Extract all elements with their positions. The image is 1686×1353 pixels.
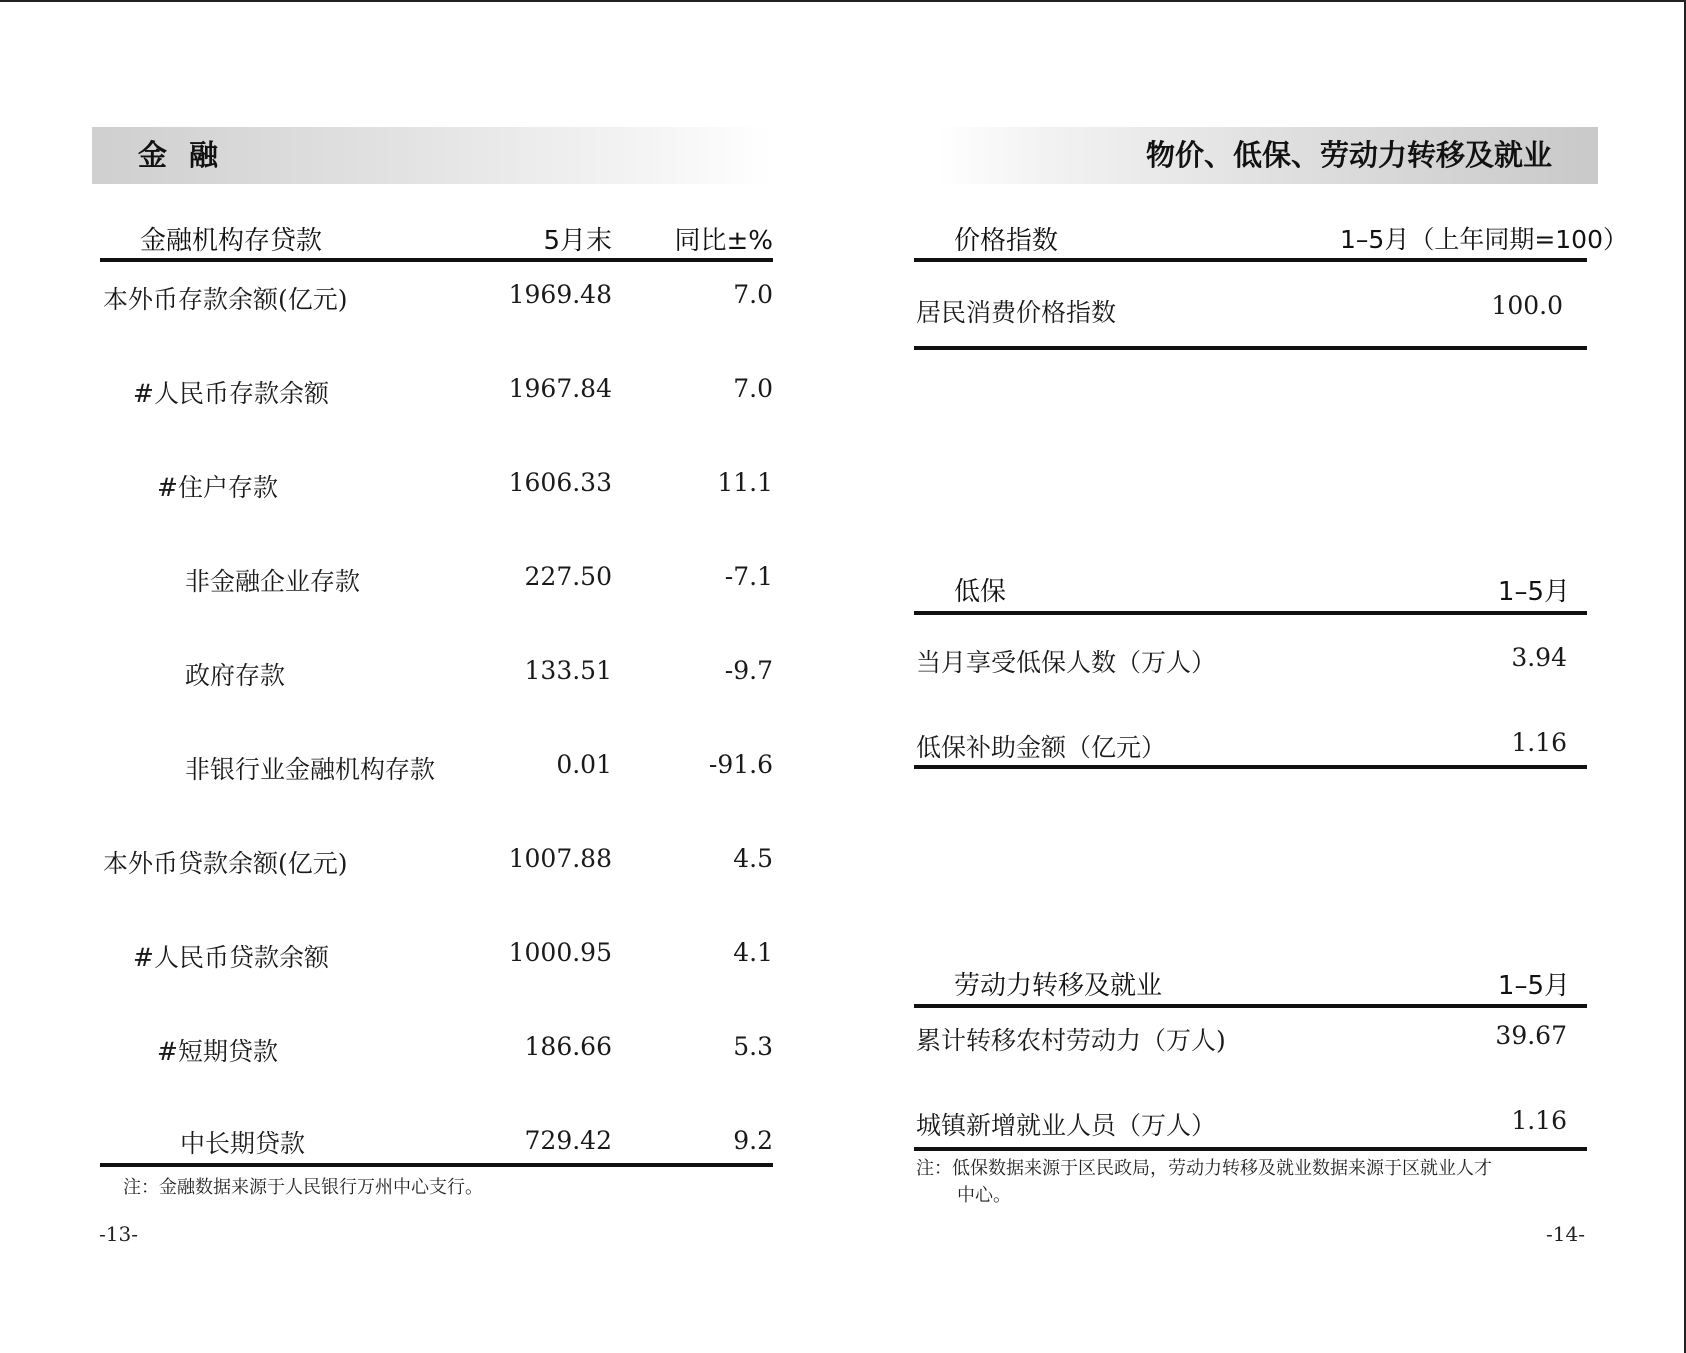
- finance-row-yoy: 7.0: [733, 374, 773, 403]
- labor-header-rule: [914, 1004, 1587, 1008]
- price-index-period: 1–5月（上年同期=100）: [1340, 225, 1628, 254]
- finance-banner-title: 金融: [138, 138, 241, 172]
- dibao-period: 1–5月: [1497, 577, 1570, 607]
- finance-row-value: 1007.88: [508, 844, 612, 873]
- price-bottom-rule: [914, 346, 1587, 350]
- finance-row-yoy: -7.1: [724, 562, 773, 591]
- finance-row-value: 227.50: [524, 562, 612, 591]
- finance-row-label: 非银行业金融机构存款: [185, 755, 436, 784]
- price-row-value: 100.0: [1491, 291, 1563, 320]
- dibao-header-rule: [914, 611, 1587, 615]
- finance-source-note: 注：金融数据来源于人民银行万州中心支行。: [123, 1177, 483, 1198]
- price-index-title: 价格指数: [954, 226, 1059, 256]
- page-number-14: -14-: [1546, 1222, 1585, 1246]
- finance-row-value: 1967.84: [508, 374, 612, 403]
- finance-row-label: 政府存款: [185, 661, 286, 690]
- dibao-row-label: 低保补助金额（亿元）: [916, 733, 1167, 762]
- finance-row-yoy: 11.1: [717, 468, 773, 497]
- finance-row-value: 1000.95: [508, 938, 612, 967]
- finance-row-yoy: 7.0: [733, 280, 773, 309]
- finance-row-label: 非金融企业存款: [185, 567, 361, 596]
- right-source-note-line2: 中心。: [957, 1185, 1011, 1206]
- finance-banner: [92, 127, 772, 184]
- finance-row-label: #短期贷款: [157, 1037, 278, 1066]
- labor-row-label: 城镇新增就业人员（万人）: [916, 1111, 1217, 1140]
- finance-row-yoy: 5.3: [733, 1032, 773, 1061]
- labor-title: 劳动力转移及就业: [954, 971, 1163, 1001]
- finance-table-title: 金融机构存贷款: [140, 226, 323, 256]
- finance-row-label: 中长期贷款: [180, 1129, 306, 1158]
- finance-row-label: 本外币贷款余额(亿元): [103, 849, 348, 878]
- dibao-bottom-rule: [914, 765, 1587, 769]
- finance-row-yoy: 4.1: [733, 938, 773, 967]
- finance-bottom-rule: [100, 1163, 773, 1167]
- finance-row-value: 0.01: [556, 750, 612, 779]
- labor-period: 1–5月: [1497, 971, 1570, 1001]
- dibao-row-value: 1.16: [1511, 728, 1567, 757]
- dibao-row-label: 当月享受低保人数（万人）: [916, 648, 1217, 677]
- right-page: [843, 0, 1686, 1353]
- finance-header-rule: [100, 258, 773, 262]
- dibao-title: 低保: [954, 577, 1007, 607]
- prices-banner-title: 物价、低保、劳动力转移及就业: [1145, 138, 1552, 172]
- finance-row-label: #住户存款: [157, 473, 278, 502]
- finance-col-may-end: 5月末: [543, 226, 612, 256]
- finance-row-value: 186.66: [524, 1032, 612, 1061]
- right-source-note-line1: 注：低保数据来源于区民政局，劳动力转移及就业数据来源于区就业人才: [916, 1158, 1492, 1179]
- finance-row-label: 本外币存款余额(亿元): [103, 285, 348, 314]
- price-row-label: 居民消费价格指数: [916, 298, 1117, 327]
- finance-row-value: 133.51: [524, 656, 612, 685]
- finance-row-yoy: -9.7: [724, 656, 773, 685]
- finance-row-label: #人民币存款余额: [133, 379, 329, 408]
- finance-row-value: 1606.33: [508, 468, 612, 497]
- labor-row-value: 39.67: [1495, 1021, 1567, 1050]
- finance-col-yoy: 同比±%: [674, 226, 773, 256]
- finance-row-yoy: -91.6: [708, 750, 773, 779]
- labor-bottom-rule: [914, 1147, 1587, 1151]
- labor-row-label: 累计转移农村劳动力（万人): [916, 1026, 1226, 1055]
- finance-row-yoy: 9.2: [733, 1126, 773, 1155]
- price-header-rule: [914, 258, 1587, 262]
- finance-row-value: 1969.48: [508, 280, 612, 309]
- prices-banner: [938, 127, 1598, 184]
- finance-row-label: #人民币贷款余额: [133, 943, 329, 972]
- finance-row-yoy: 4.5: [733, 844, 773, 873]
- dibao-row-value: 3.94: [1511, 643, 1567, 672]
- labor-row-value: 1.16: [1511, 1106, 1567, 1135]
- finance-row-value: 729.42: [524, 1126, 612, 1155]
- page-number-13: -13-: [99, 1222, 138, 1246]
